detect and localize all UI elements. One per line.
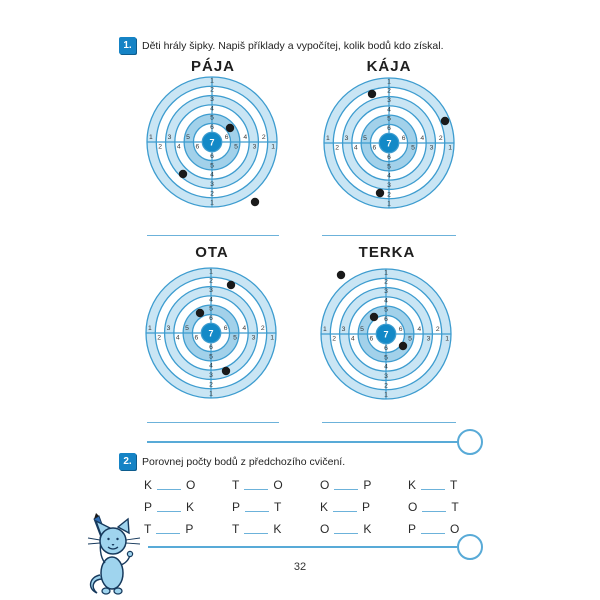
pair-letter-right: O (186, 478, 196, 492)
ring-number: 2 (384, 382, 388, 390)
ring-number: 2 (438, 134, 443, 142)
ring-number: 1 (209, 268, 213, 276)
ring-number: 2 (157, 334, 162, 342)
ring-number: 6 (384, 315, 388, 323)
answer-blank (157, 488, 181, 490)
pair-letter-right: K (363, 522, 372, 536)
dart-dot (226, 124, 234, 132)
ring-number: 4 (176, 143, 181, 151)
ring-number: 2 (260, 324, 265, 332)
answer-line-paja (147, 235, 279, 236)
bullseye-number: 7 (208, 328, 214, 339)
ring-number: 3 (209, 372, 213, 380)
punch-circle-2 (457, 534, 483, 560)
ring-number: 2 (332, 335, 337, 343)
ring-number: 6 (369, 335, 374, 343)
ring-number: 5 (360, 325, 364, 333)
dart-dot (368, 90, 376, 98)
comparison-pair (144, 520, 232, 536)
ring-number: 3 (167, 133, 172, 141)
dart-dot (179, 170, 187, 178)
dart-dot (251, 198, 259, 206)
ring-number: 1 (384, 269, 388, 277)
pair-letter-right: P (185, 522, 194, 536)
ring-number: 4 (420, 134, 425, 142)
ring-number: 5 (210, 162, 214, 170)
cat-head (100, 528, 126, 554)
ring-number: 4 (209, 296, 213, 304)
ring-number: 6 (387, 154, 391, 162)
bullseye-number: 7 (209, 137, 215, 148)
pair-letter-left: K (408, 478, 417, 492)
pair-letter-left: O (320, 522, 330, 536)
ring-number: 4 (210, 105, 214, 113)
comparison-pair (320, 520, 408, 536)
ring-number: 5 (408, 335, 412, 343)
answer-blank (334, 532, 358, 534)
ring-number: 2 (210, 190, 214, 198)
dartboard-ota (126, 248, 296, 418)
dartboard-paja (127, 57, 297, 227)
dartboard-kaja (304, 58, 474, 228)
bullseye-number: 7 (386, 138, 392, 149)
dart-dot (227, 281, 235, 289)
ring-number: 4 (350, 335, 355, 343)
ring-number: 6 (210, 153, 214, 161)
ring-number: 5 (387, 115, 391, 123)
dartboard-svg (301, 249, 471, 419)
ring-number: 3 (344, 134, 349, 142)
ring-number: 1 (270, 334, 274, 342)
answer-line-ota (147, 422, 279, 423)
pair-letter-right: T (450, 478, 458, 492)
ring-number: 4 (384, 363, 388, 371)
divider-line-1 (147, 441, 458, 443)
ring-number: 2 (209, 277, 213, 285)
pair-letter-left: O (320, 478, 330, 492)
ring-number: 4 (209, 362, 213, 370)
pair-letter-right: K (186, 500, 195, 514)
dartboard-terka (301, 249, 471, 419)
answer-blank (157, 510, 181, 512)
ring-number: 4 (417, 325, 422, 333)
dart-dot (196, 309, 204, 317)
pair-letter-right: P (363, 478, 372, 492)
board-title-ota: OTA (195, 244, 229, 261)
comparison-pair (320, 476, 408, 492)
dart-dot (399, 342, 407, 350)
ring-number: 5 (384, 354, 388, 362)
pair-letter-right: P (362, 500, 371, 514)
comparison-pair (408, 520, 496, 536)
ring-number: 2 (335, 144, 340, 152)
ring-number: 4 (353, 144, 358, 152)
answer-blank (334, 488, 358, 490)
ring-number: 5 (387, 163, 391, 171)
cat-foot2 (114, 588, 122, 594)
ring-number: 3 (251, 334, 256, 342)
ring-number: 2 (435, 325, 440, 333)
answer-blank (244, 532, 268, 534)
ring-number: 5 (233, 334, 237, 342)
ring-number: 5 (209, 353, 213, 361)
answer-blank (422, 510, 446, 512)
ring-number: 6 (387, 124, 391, 132)
pair-letter-right: T (274, 500, 282, 514)
ring-number: 2 (261, 133, 266, 141)
answer-blank (156, 532, 180, 534)
ring-number: 3 (426, 335, 431, 343)
ring-number: 1 (387, 78, 391, 86)
dartboard-svg (126, 248, 296, 418)
answer-blank (333, 510, 357, 512)
comparison-pair (232, 476, 320, 492)
comparison-pair (144, 476, 232, 492)
ring-number: 1 (387, 200, 391, 208)
ring-number: 3 (384, 373, 388, 381)
exercise1-instruction: Děti hrály šipky. Napiš příklady a vypočítej, kolik bodů kdo získal. (142, 40, 444, 52)
pair-letter-left: K (144, 478, 153, 492)
pair-letter-left: P (232, 500, 241, 514)
ring-number: 6 (224, 133, 229, 141)
ring-number: 2 (158, 143, 163, 151)
ring-number: 1 (210, 77, 214, 85)
ring-number: 5 (411, 144, 415, 152)
ring-number: 4 (210, 171, 214, 179)
comparison-pair (232, 520, 320, 536)
pair-letter-left: P (144, 500, 153, 514)
cat-foot (102, 588, 110, 594)
ring-number: 5 (186, 133, 190, 141)
ring-number: 2 (210, 86, 214, 94)
ring-number: 6 (210, 123, 214, 131)
ring-number: 3 (210, 95, 214, 103)
answer-blank (245, 510, 269, 512)
ring-number: 4 (175, 334, 180, 342)
answer-line-terka (322, 422, 456, 423)
pair-letter-right: K (273, 522, 282, 536)
exercise2-instruction: Porovnej počty bodů z předchozího cvičení. (142, 456, 346, 468)
comparison-pair (408, 498, 496, 514)
comparison-pair (232, 498, 320, 514)
ring-number: 5 (234, 143, 238, 151)
ring-number: 3 (429, 144, 434, 152)
ring-number: 3 (387, 96, 391, 104)
ring-number: 1 (209, 390, 213, 398)
board-title-terka: TERKA (358, 244, 416, 261)
board-title-paja: PÁJA (190, 58, 235, 75)
ring-number: 2 (387, 191, 391, 199)
answer-blank (421, 532, 445, 534)
dart-dot (370, 313, 378, 321)
answer-blank (244, 488, 268, 490)
dart-dot (441, 117, 449, 125)
ring-number: 1 (210, 199, 214, 207)
ring-number: 5 (210, 114, 214, 122)
dart-dot (376, 189, 384, 197)
bullseye-number: 7 (383, 329, 389, 340)
ring-number: 2 (209, 381, 213, 389)
pair-letter-left: T (232, 522, 240, 536)
ring-number: 6 (223, 324, 228, 332)
pair-letter-right: O (450, 522, 460, 536)
ring-number: 6 (384, 345, 388, 353)
dart-dot (222, 367, 230, 375)
ring-number: 3 (384, 287, 388, 295)
ring-number: 4 (387, 172, 391, 180)
ring-number: 6 (194, 334, 199, 342)
comparison-pair (144, 498, 232, 514)
ring-number: 3 (252, 143, 257, 151)
punch-circle-1 (457, 429, 483, 455)
ring-number: 6 (195, 143, 200, 151)
ring-number: 4 (243, 133, 248, 141)
ring-number: 4 (387, 106, 391, 114)
ring-number: 1 (448, 144, 452, 152)
dartboard-svg (127, 57, 297, 227)
board-title-kaja: KÁJA (366, 58, 412, 75)
ring-number: 2 (387, 87, 391, 95)
pair-letter-left: K (320, 500, 329, 514)
ring-number: 3 (166, 324, 171, 332)
comparison-pair (320, 498, 408, 514)
ring-number: 5 (185, 324, 189, 332)
ring-number: 3 (387, 182, 391, 190)
ring-number: 6 (209, 344, 213, 352)
ring-number: 1 (149, 133, 153, 141)
ring-number: 1 (323, 325, 327, 333)
exercise1-number-badge: 1. (119, 37, 136, 54)
pair-letter-right: T (451, 500, 459, 514)
pair-letter-left: T (144, 522, 152, 536)
ring-number: 3 (210, 181, 214, 189)
ring-number: 6 (398, 325, 403, 333)
dartboard-svg (304, 58, 474, 228)
cat-eye (107, 538, 109, 540)
comparison-grid (144, 476, 496, 542)
ring-number: 5 (209, 305, 213, 313)
answer-line-kaja (322, 235, 456, 236)
ring-number: 3 (209, 286, 213, 294)
comparison-pair (408, 476, 496, 492)
dart-dot (337, 271, 345, 279)
ring-number: 5 (363, 134, 367, 142)
page-number: 32 (293, 561, 307, 573)
ring-number: 4 (242, 324, 247, 332)
ring-number: 1 (271, 143, 275, 151)
pair-letter-right: O (273, 478, 283, 492)
ring-number: 4 (384, 297, 388, 305)
ring-number: 3 (341, 325, 346, 333)
ring-number: 1 (384, 391, 388, 399)
pair-letter-left: O (408, 500, 418, 514)
cat-mascot (84, 513, 142, 599)
pair-letter-left: T (232, 478, 240, 492)
ring-number: 1 (148, 324, 152, 332)
answer-blank (421, 488, 445, 490)
cat-paw2 (127, 551, 132, 556)
ring-number: 1 (326, 134, 330, 142)
ring-number: 6 (209, 314, 213, 322)
ring-number: 6 (372, 144, 377, 152)
pair-letter-left: P (408, 522, 417, 536)
cat-eye2 (116, 538, 118, 540)
ring-number: 6 (401, 134, 406, 142)
ring-number: 5 (384, 306, 388, 314)
divider-line-2 (148, 546, 457, 548)
ring-number: 1 (445, 335, 449, 343)
ring-number: 2 (384, 278, 388, 286)
exercise2-number-badge: 2. (119, 453, 136, 470)
